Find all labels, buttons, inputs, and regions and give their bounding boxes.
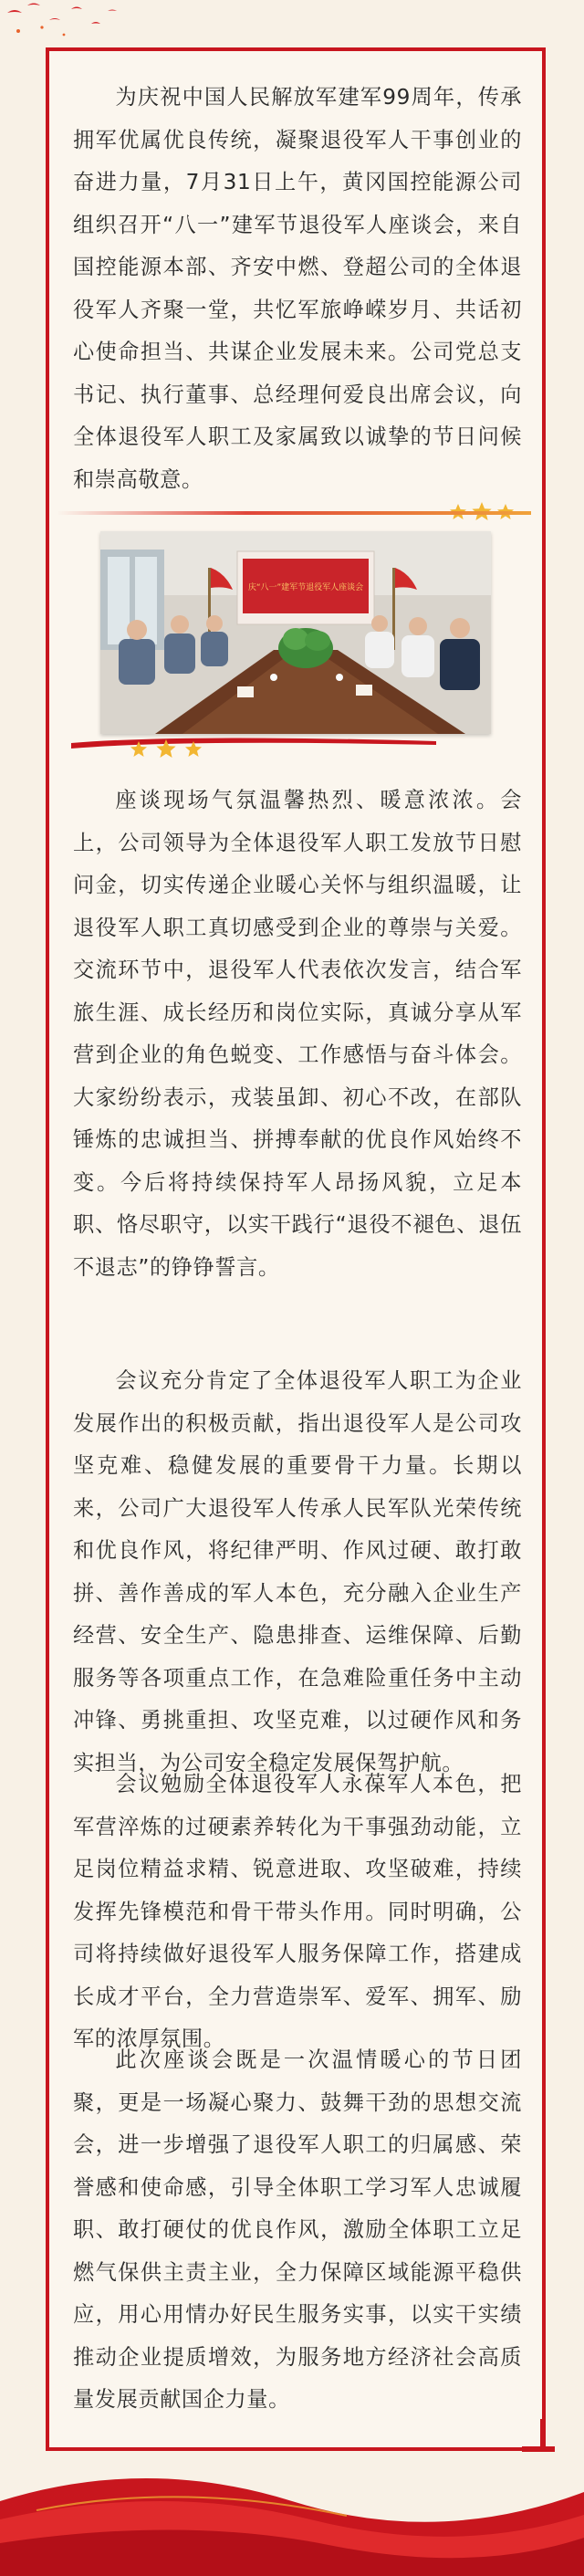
star-icon	[185, 741, 202, 757]
article-paragraph-5: 此次座谈会既是一次温情暖心的节日团聚，更是一场凝心聚力、鼓舞干劲的思想交流会，进一步增强了退役军人职工的归属感、荣誉感和使命感，引导全体职工学习军人忠诚履职、敢打硬仗的优良作风，激励全体职工立足燃气保供主责主业，全力保障区域能源平稳供应，用心用情办好民生服务实事，以实干实绩推动企业提质增效，为服务地方经济社会高质量发展贡献国企力量。	[73, 2047, 522, 2412]
star-icon	[156, 739, 175, 758]
article-paragraph-4: 会议勉励全体退役军人永葆军人本色，把军营淬炼的过硬素养转化为干事强劲动能，立足岗位精益求精、锐意进取、攻坚破难，持续发挥先锋模范和骨干带头作用。同时明确，公司将持续做好退役军人服务保障工作，搭建成长成才平台，全力营造崇军、爱军、拥军、励军的浓厚氛围。	[73, 1772, 522, 2051]
article-paragraph-3: 会议充分肯定了全体退役军人职工为企业发展作出的积极贡献，指出退役军人是公司攻坚克难、稳健发展的重要骨干力量。长期以来，公司广大退役军人传承人民军队光荣传统和优良作风，将纪律严明、作风过硬、敢打敢拼、善作善成的军人本色，充分融入企业生产经营、安全生产、隐患排查、运维保障、后勤服务等各项重点工作，在急难险重任务中主动冲锋、勇挑重担、攻坚克难，以过硬作风和务实担当，为公司安全稳定发展保驾护航。	[73, 1368, 522, 1775]
photo-gradient-line	[57, 511, 531, 515]
bottom-silk-decoration	[0, 2465, 584, 2576]
frame-corner-tick-vertical	[540, 2419, 546, 2452]
bird-icon	[7, 4, 117, 25]
meeting-photo	[100, 531, 491, 734]
frame-corner-tick	[522, 2446, 555, 2452]
corner-bird-decoration	[0, 0, 137, 42]
photo-red-ribbon	[71, 730, 436, 750]
article-paragraph-2: 座谈现场气氛温馨热烈、暖意浓浓。会上，公司领导为全体退役军人职工发放节日慰问金，切实传递企业暖心关怀与组织温暖，让退役军人职工真切感受到企业的尊崇与关爱。交流环节中，退役军人代表依次发言，结合军旅生涯、成长经历和岗位实际，真诚分享从军营到企业的角色蜕变、工作感悟与奋斗体会。大家纷纷表示，戎装虽卸、初心不改，在部队锤炼的忠诚担当、拼搏奉献的优良作风始终不变。今后将持续保持军人昂扬风貌，立足本职、恪尽职守，以实干践行“退役不褪色、退伍不退志”的铮铮誓言。	[73, 788, 522, 1280]
article-paragraph-1: 为庆祝中国人民解放军建军99周年，传承拥军优属优良传统，凝聚退役军人干事创业的奋进力量，7月31日上午，黄冈国控能源公司组织召开“八一”建军节退役军人座谈会，来自国控能源本部、齐安中燃、登超公司的全体退役军人齐聚一堂，共忆军旅峥嵘岁月、共话初心使命担当、共谋企业发展未来。公司党总支书记、执行董事、总经理何爱良出席会议，向全体退役军人职工及家属致以诚挚的节日问候和崇高敬意。	[73, 85, 522, 492]
stars-decoration-bottom	[128, 738, 210, 761]
star-icon	[130, 741, 147, 757]
photo-banner-text: 庆“八一”建军节退役军人座谈会	[247, 583, 364, 592]
